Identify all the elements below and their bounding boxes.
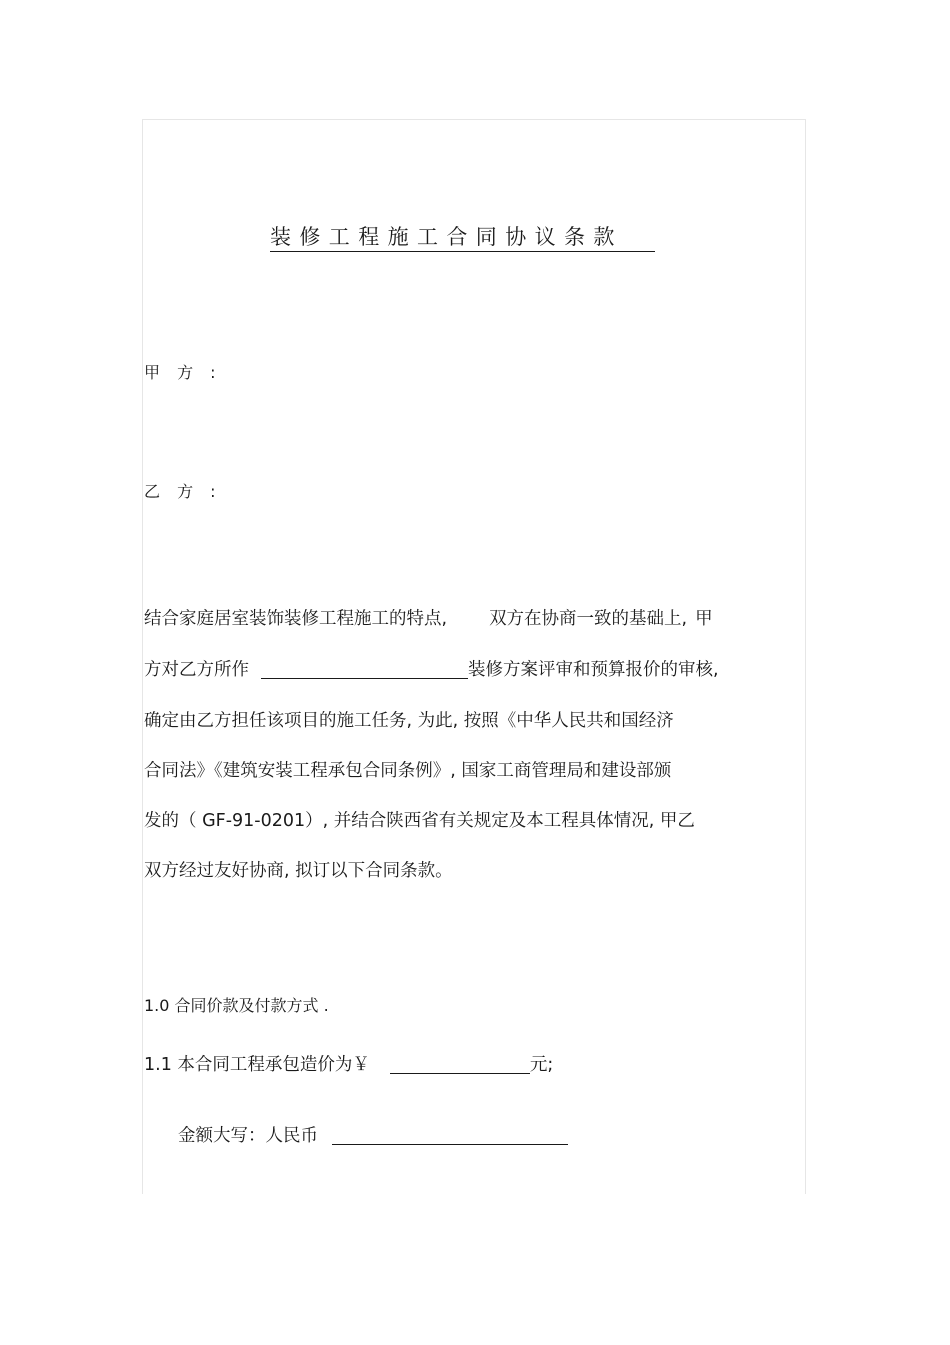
intro-line-1-part-c: 甲 [695, 609, 713, 629]
contract-price-blank[interactable] [390, 1072, 530, 1074]
intro-line-1-part-a: 结合家庭居室装饰装修工程施工的特点, [144, 609, 448, 629]
intro-line-2 [144, 658, 719, 682]
intro-line-2-part-b: 装修方案评审和预算报价的审核, [468, 660, 719, 680]
section-1-0-heading: 1.0 合同价款及付款方式 . [144, 996, 329, 1015]
intro-line-1-part-b: 双方在协商一致的基础上, [489, 609, 688, 629]
intro-line-2-part-a: 方对乙方所作 [144, 660, 249, 680]
project-name-blank[interactable] [261, 677, 468, 679]
intro-line-5: 发的（ GF-91-0201）, 并结合陕西省有关规定及本工程具体情况, 甲乙 [144, 811, 695, 831]
document-title: 装修工程施工合同协议条款 [270, 222, 655, 252]
section-1-1-unit: 元; [529, 1055, 554, 1075]
intro-line-1 [144, 607, 713, 631]
party-b-label: 乙 方 : [144, 482, 222, 501]
party-a-label: 甲 方 : [144, 363, 222, 382]
intro-line-4: 合同法》《建筑安装工程承包合同条例》, 国家工商管理局和建设部颁 [144, 761, 672, 781]
document-page-frame [142, 119, 806, 1194]
amount-in-words-label: 金额大写：人民币 [178, 1126, 318, 1146]
amount-in-words-line [178, 1122, 568, 1147]
amount-in-words-blank[interactable] [332, 1143, 568, 1145]
section-1-1-line [144, 1051, 553, 1076]
intro-line-6: 双方经过友好协商, 拟订以下合同条款。 [144, 861, 453, 881]
intro-line-3: 确定由乙方担任该项目的施工任务, 为此, 按照《中华人民共和国经济 [144, 711, 674, 731]
section-1-1-label: 1.1 本合同工程承包造价为￥ [144, 1055, 370, 1075]
